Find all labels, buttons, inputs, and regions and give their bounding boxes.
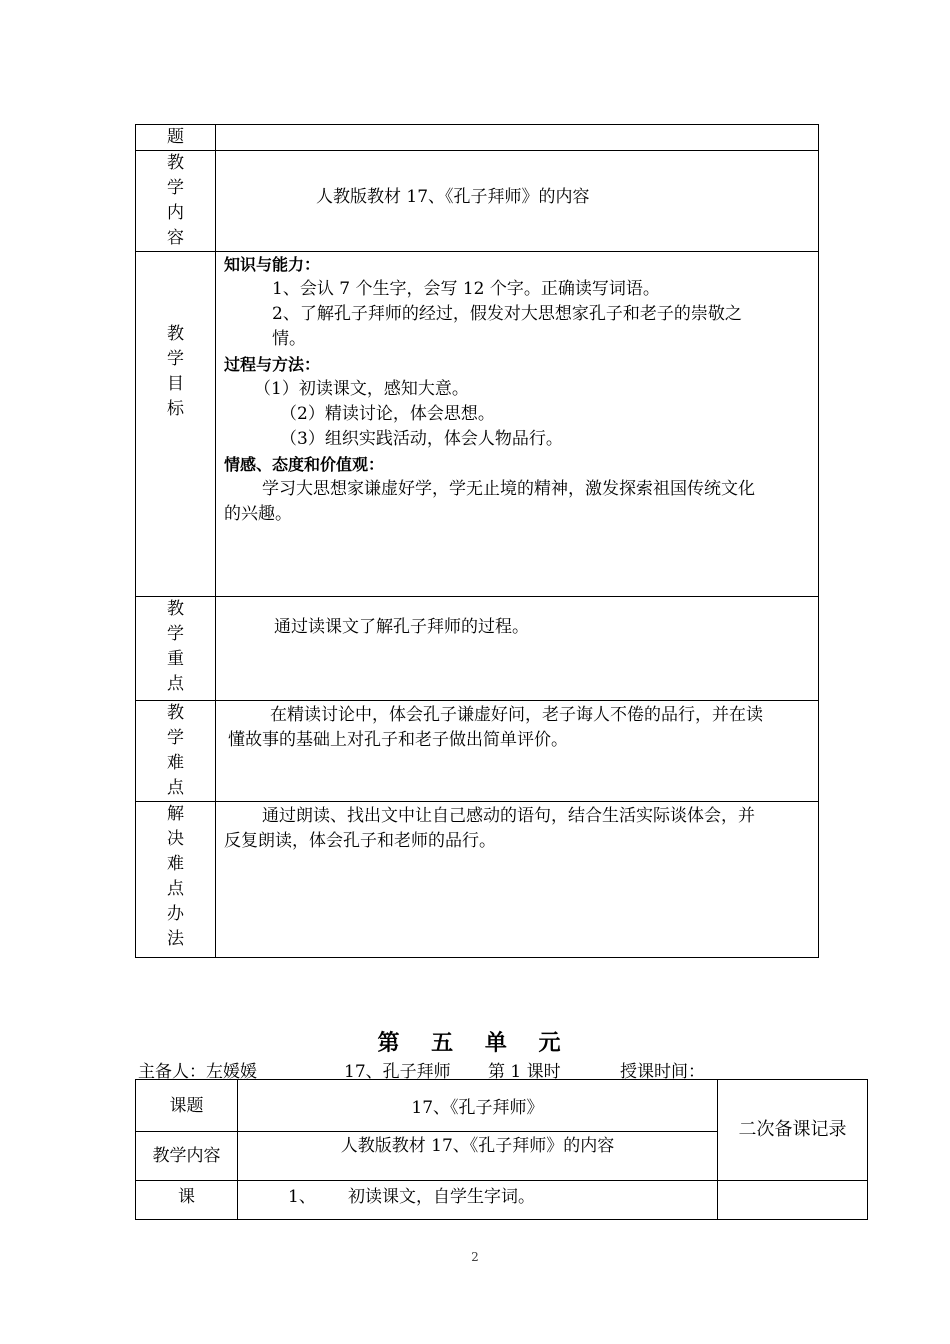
row-teaching-focus: [136, 597, 819, 701]
row-solution: [136, 802, 819, 958]
label-char: 难: [167, 753, 184, 773]
teaching-content-text: 人教版教材 17、《孔子拜师》的内容: [316, 187, 590, 207]
label-solution: [136, 802, 216, 958]
label-char: 目: [167, 374, 184, 394]
label-char: 学: [167, 178, 184, 198]
content-content: 人教版教材 17、《孔子拜师》的内容: [238, 1132, 718, 1181]
label-title: [136, 125, 216, 151]
label-teaching-goals: [136, 252, 216, 597]
page-number: 2: [471, 1250, 479, 1264]
label-topic: 课题: [136, 1080, 238, 1132]
row-title: [136, 125, 819, 151]
lesson-detail-table: [135, 1079, 868, 1220]
lesson-text: 初读课文，自学生字词。: [348, 1187, 535, 1207]
row-teaching-content: [136, 151, 819, 252]
section-knowledge-title: 知识与能力：: [224, 255, 321, 274]
content-solution: [216, 802, 819, 958]
lesson-plan-table: [135, 124, 819, 958]
label-lesson: 课: [136, 1181, 238, 1220]
row-teaching-goals: [136, 252, 819, 597]
record-cell: [718, 1181, 868, 1220]
content-teaching-goals: [216, 252, 819, 597]
label-char: 难: [167, 854, 184, 874]
goal-text: 学习大思想家谦虚好学，学无止境的精神，激发探索祖国传统文化: [262, 479, 755, 499]
unit-heading: 第 五 单 元: [377, 1031, 573, 1056]
goal-item: （1）初读课文，感知大意。: [254, 379, 469, 399]
content-teaching-content: [216, 151, 819, 252]
label-char: 学: [167, 728, 184, 748]
label-char: 教: [167, 324, 184, 344]
second-prep-record-label: 二次备课记录: [718, 1080, 868, 1181]
goal-item: 2、了解孔子拜师的经过，假发对大思想家孔子和老子的崇敬之: [272, 304, 742, 324]
label-char: 点: [167, 674, 184, 694]
label-char: 法: [167, 929, 184, 949]
label-char: 决: [167, 829, 184, 849]
label-char: 内: [167, 203, 184, 223]
label-char: 点: [167, 778, 184, 798]
label-char: 题: [167, 127, 184, 147]
label-char: 学: [167, 624, 184, 644]
content-lesson: [238, 1181, 718, 1220]
class-time: 授课时间：: [620, 1062, 705, 1082]
row-topic: [136, 1080, 868, 1132]
label-char: 教: [167, 599, 184, 619]
label-char: 容: [167, 228, 184, 248]
focus-text: 通过读课文了解孔子拜师的过程。: [274, 617, 529, 637]
label-char: 学: [167, 349, 184, 369]
row-lesson: [136, 1181, 868, 1220]
label-teaching-focus: [136, 597, 216, 701]
label-teaching-content: [136, 151, 216, 252]
solution-text: 通过朗读、找出文中让自己感动的语句，结合生活实际谈体会，并: [262, 806, 755, 826]
content-teaching-focus: [216, 597, 819, 701]
period: 第 1 课时: [488, 1062, 561, 1082]
label-char: 标: [167, 399, 184, 419]
label-char: 点: [167, 879, 184, 899]
goal-item: （3）组织实践活动，体会人物品行。: [280, 429, 563, 449]
goal-text: 的兴趣。: [224, 504, 292, 524]
content-topic: 17、《孔子拜师》: [238, 1080, 718, 1132]
difficulty-text: 在精读讨论中，体会孔子谦虚好问，老子诲人不倦的品行，并在读: [270, 705, 763, 725]
section-emotion-title: 情感、态度和价值观：: [224, 455, 385, 474]
solution-text: 反复朗读，体会孔子和老师的品行。: [224, 831, 496, 851]
label-char: 解: [167, 804, 184, 824]
row-teaching-difficulty: [136, 701, 819, 802]
lesson-number: 1、: [288, 1187, 316, 1207]
label-char: 办: [167, 904, 184, 924]
label-teaching-difficulty: [136, 701, 216, 802]
lesson-name: 17、孔子拜师: [344, 1062, 451, 1082]
content-teaching-difficulty: [216, 701, 819, 802]
goal-item: 1、会认 7 个生字，会写 12 个字。正确读写词语。: [272, 279, 660, 299]
label-char: 重: [167, 649, 184, 669]
label-char: 教: [167, 153, 184, 173]
goal-item: （2）精读讨论，体会思想。: [280, 404, 495, 424]
preparer: 主备人：左媛媛: [138, 1062, 257, 1082]
goal-item: 情。: [272, 329, 306, 349]
label-char: 教: [167, 703, 184, 723]
content-title: [216, 125, 819, 151]
label-content: 教学内容: [136, 1132, 238, 1181]
difficulty-text: 懂故事的基础上对孔子和老子做出简单评价。: [228, 730, 568, 750]
section-process-title: 过程与方法：: [224, 355, 321, 374]
